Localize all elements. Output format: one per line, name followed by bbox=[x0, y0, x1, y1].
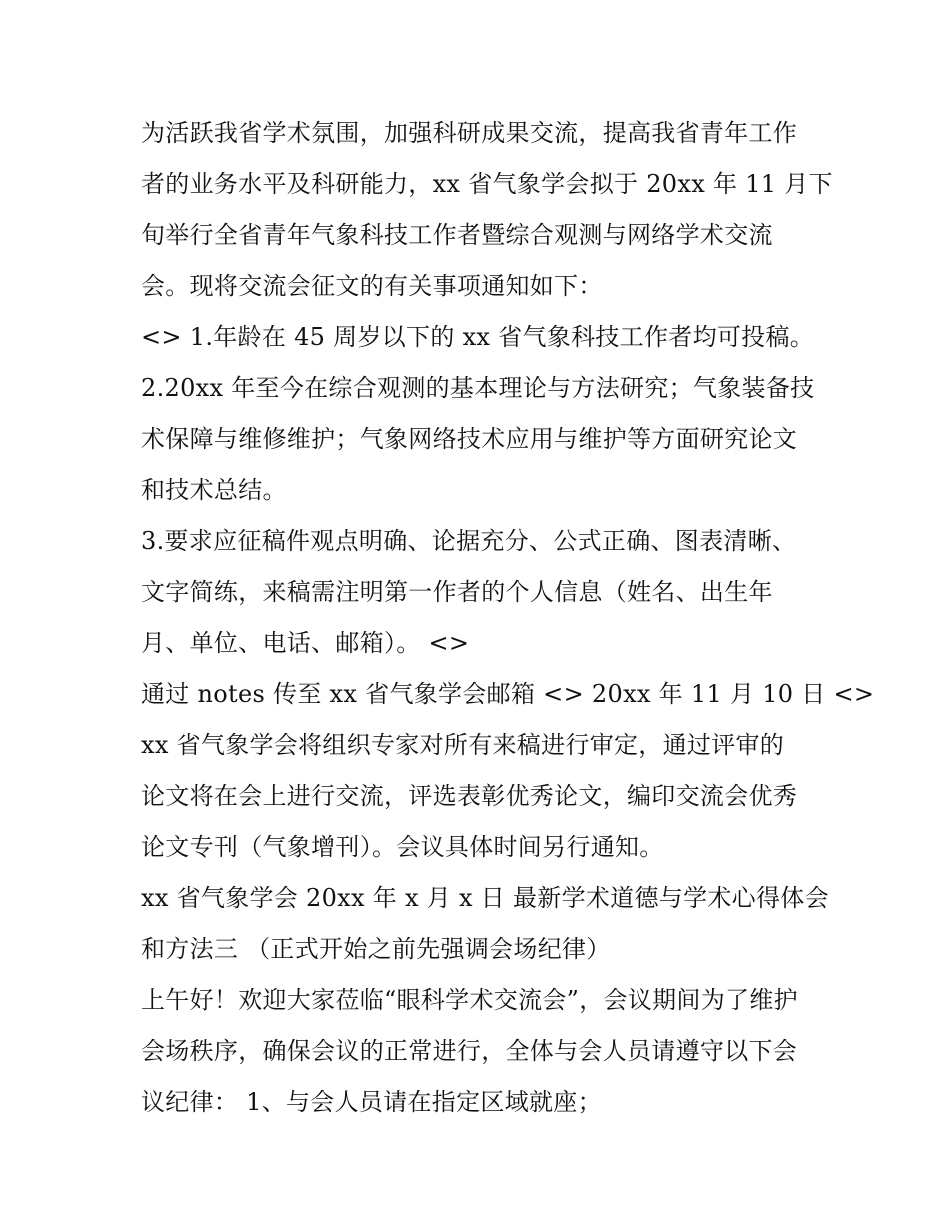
text-line: 通过 notes 传至 xx 省气象学会邮箱 <> 20xx 年 11 月 10 日 <> bbox=[141, 680, 875, 708]
text-line: 会。现将交流会征文的有关事项通知如下： bbox=[141, 272, 603, 300]
text-line: xx 省气象学会 20xx 年 x 月 x 日 最新学术道德与学术心得体会 bbox=[141, 884, 829, 912]
text-line: 2.20xx 年至今在综合观测的基本理论与方法研究；气象装备技 bbox=[141, 374, 815, 402]
text-line: 会场秩序，确保会议的正常进行，全体与会人员请遵守以下会 bbox=[141, 1037, 798, 1065]
text-line: 议纪律： 1、与会人员请在指定区域就座； bbox=[141, 1088, 602, 1116]
text-line: 和技术总结。 bbox=[141, 476, 287, 504]
text-line: xx 省气象学会将组织专家对所有来稿进行审定，通过评审的 bbox=[141, 731, 785, 759]
text-line: 论文将在会上进行交流，评选表彰优秀论文，编印交流会优秀 bbox=[141, 782, 798, 810]
text-line: 文字简练，来稿需注明第一作者的个人信息（姓名、出生年 bbox=[141, 578, 773, 606]
text-line: 者的业务水平及科研能力，xx 省气象学会拟于 20xx 年 11 月下 bbox=[141, 170, 833, 198]
text-line: <> 1.年龄在 45 周岁以下的 xx 省气象科技工作者均可投稿。 bbox=[141, 323, 815, 351]
text-line: 月、单位、电话、邮箱）。 <> bbox=[141, 629, 470, 657]
text-line: 论文专刊（气象增刊）。会议具体时间另行通知。 bbox=[141, 833, 664, 861]
text-line: 上午好！欢迎大家莅临“眼科学术交流会”，会议期间为了维护 bbox=[141, 986, 798, 1014]
document-body bbox=[141, 108, 875, 1128]
text-line: 3.要求应征稿件观点明确、论据充分、公式正确、图表清晰、 bbox=[141, 527, 797, 555]
text-line: 和方法三 （正式开始之前先强调会场纪律） bbox=[141, 935, 611, 963]
text-line: 术保障与维修维护；气象网络技术应用与维护等方面研究论文 bbox=[141, 425, 798, 453]
text-line: 旬举行全省青年气象科技工作者暨综合观测与网络学术交流 bbox=[141, 221, 773, 249]
text-line: 为活跃我省学术氛围，加强科研成果交流，提高我省青年工作 bbox=[141, 119, 798, 147]
